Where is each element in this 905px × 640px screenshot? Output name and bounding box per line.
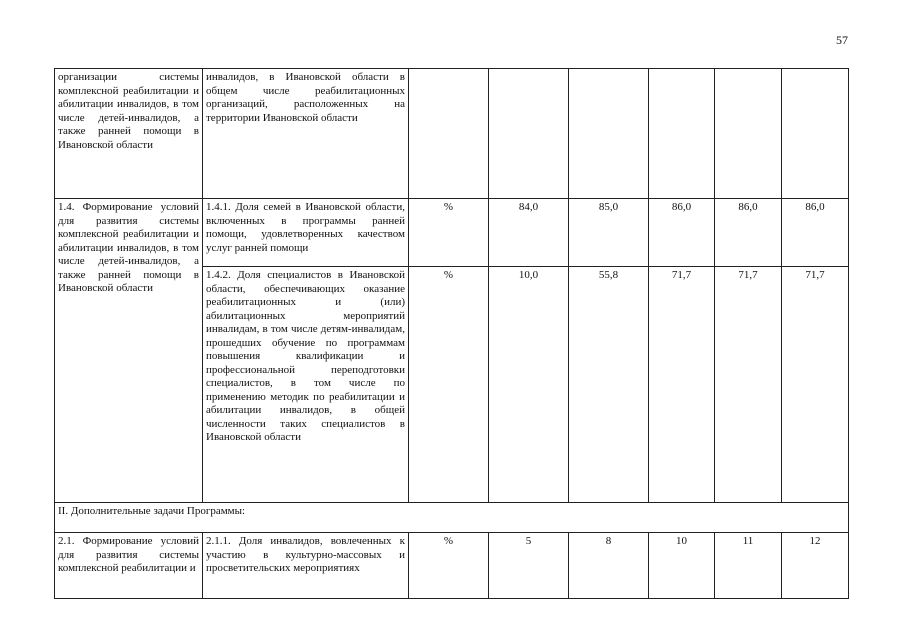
value-cell (569, 69, 649, 199)
value-cell: 8 (569, 533, 649, 599)
value-cell: 71,7 (649, 267, 715, 503)
value-cell: 86,0 (782, 199, 849, 267)
value-cell: 84,0 (489, 199, 569, 267)
value-cell (489, 69, 569, 199)
unit-cell: % (409, 533, 489, 599)
value-cell: 55,8 (569, 267, 649, 503)
table-row (55, 503, 849, 533)
table-row (55, 69, 849, 199)
value-cell (782, 69, 849, 199)
page-number: 57 (836, 33, 848, 47)
unit-cell (409, 69, 489, 199)
table-row (55, 533, 849, 599)
value-cell: 86,0 (715, 199, 782, 267)
value-cell: 71,7 (782, 267, 849, 503)
value-cell: 5 (489, 533, 569, 599)
value-cell (649, 69, 715, 199)
task-cell: организации системы комплексной реабилитации и абилитации инвалидов, в том числе детей-инвалидов, а также ранней помощи в Ивановской области (55, 69, 203, 199)
indicator-cell: инвалидов, в Ивановской области в общем числе реабилитационных организаций, расположенных на территории Ивановской области (203, 69, 409, 199)
value-cell (715, 69, 782, 199)
value-cell: 11 (715, 533, 782, 599)
unit-cell: % (409, 199, 489, 267)
unit-cell: % (409, 267, 489, 503)
value-cell: 12 (782, 533, 849, 599)
task-cell: 1.4. Формирование условий для развития системы комплексной реабилитации и абилитации инвалидов, в том числе детей-инвалидов, а также ранней помощи в Ивановской области (55, 199, 203, 503)
value-cell: 10 (649, 533, 715, 599)
table-row (55, 199, 849, 267)
indicator-cell: 2.1.1. Доля инвалидов, вовлеченных к участию в культурно-массовых и просветительских мероприятиях (203, 533, 409, 599)
task-cell: 2.1. Формирование условий для развития системы комплексной реабилитации и (55, 533, 203, 599)
program-indicators-table (54, 68, 849, 599)
value-cell: 10,0 (489, 267, 569, 503)
value-cell: 71,7 (715, 267, 782, 503)
value-cell: 85,0 (569, 199, 649, 267)
indicator-cell: 1.4.1. Доля семей в Ивановской области, включенных в программы ранней помощи, удовлетворенных качеством услуг ранней помощи (203, 199, 409, 267)
section-heading: II. Дополнительные задачи Программы: (55, 503, 849, 533)
value-cell: 86,0 (649, 199, 715, 267)
indicator-cell: 1.4.2. Доля специалистов в Ивановской области, обеспечивающих оказание реабилитационных и (или) абилитационных мероприятий инвалидам, в том числе детям-инвалидам, прошедших обучение по программам повышения квалификации и профессиональной переподготовки специалистов, в том числе по применению методик по реабилитации и абилитации инвалидов, в общей численности таких специалистов в Ивановской области (203, 267, 409, 503)
